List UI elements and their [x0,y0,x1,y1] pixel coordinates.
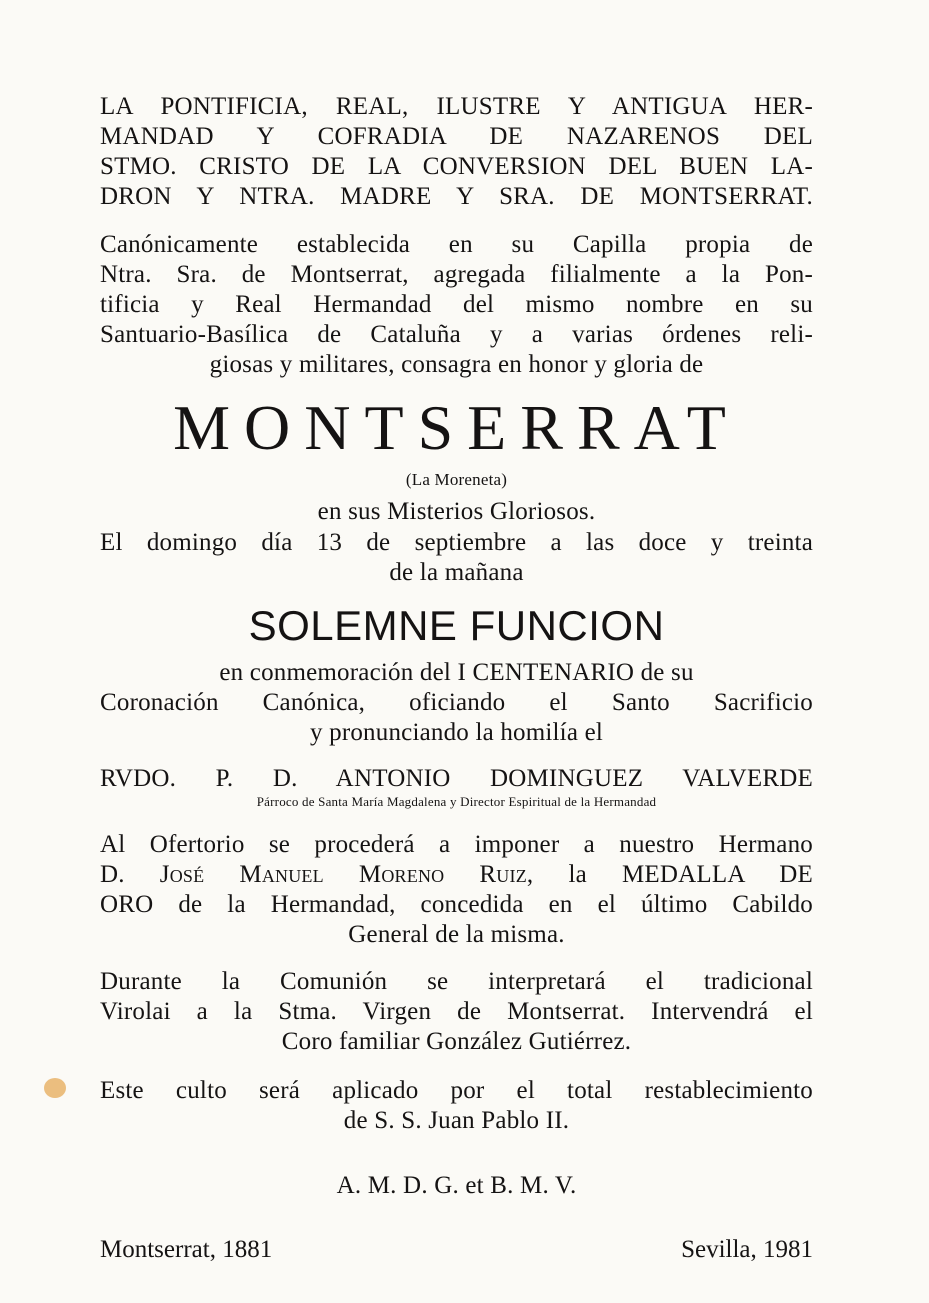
brotherhood-header [100,92,813,212]
misterios-line: en sus Misterios Gloriosos. [317,498,596,525]
footer-place-left: Montserrat, 1881 [100,1236,273,1263]
offertory-line: General de la misma. [348,921,565,948]
motto: A. M. D. G. et B. M. V. [336,1172,577,1199]
communion-line: Durante la Comunión se interpretará el tradicional [100,968,813,995]
header-line: STMO. CRISTO DE LA CONVERSION DEL BUEN LA- [100,153,813,180]
date-line: El domingo día 13 de septiembre a las doce y treinta [100,529,813,556]
communion-line: Virolai a la Stma. Virgen de Montserrat. Intervendrá el [100,998,813,1025]
main-title: MONTSERRAT [173,392,740,463]
offertory-line [100,860,813,890]
commemoration-line: Coronación Canónica, oficiando el Santo Sacrificio [100,689,813,716]
cult-line: Este culto será aplicado por el total restablecimiento [100,1077,813,1104]
intro-line: Ntra. Sra. de Montserrat, agregada filialmente a la Pon- [100,261,813,288]
celebrant-role: Párroco de Santa María Magdalena y Director Espiritual de la Hermandad [256,794,657,809]
header-line: DRON Y NTRA. MADRE Y SRA. DE MONTSERRAT. [100,183,813,210]
cult-line: de S. S. Juan Pablo II. [343,1107,570,1134]
intro-line: Canónicamente establecida en su Capilla propia de [100,231,813,258]
function-title: SOLEMNE FUNCION [248,602,665,649]
intro-line: tificia y Real Hermandad del mismo nombre en su [100,291,813,318]
offertory-paragraph [100,830,813,950]
communion-line: Coro familiar González Gutiérrez. [281,1028,632,1055]
medal-text: la MEDALLA DE [568,861,814,888]
offertory-line: ORO de la Hermandad, concedida en el último Cabildo [100,891,813,918]
commemoration-line: en conmemoración del I CENTENARIO de su [219,659,694,686]
paper-stain [44,1078,66,1098]
cult-paragraph [100,1076,813,1136]
commemoration-paragraph [100,658,813,748]
intro-paragraph [100,230,813,380]
celebrant-name: RVDO. P. D. ANTONIO DOMINGUEZ VALVERDE [100,765,813,792]
celebrant-block [100,764,813,810]
offertory-line: Al Ofertorio se procederá a imponer a nuestro Hermano [100,831,813,858]
honoree-name: D. José Manuel Moreno Ruiz, [100,861,534,888]
subtitle [100,466,813,492]
date-line: de la mañana [389,559,524,586]
header-line: MANDAD Y COFRADIA DE NAZARENOS DEL [100,123,813,150]
subtitle-text: (La Moreneta) [405,470,508,489]
commemoration-line: y pronunciando la homilía el [309,719,604,746]
intro-line: giosas y militares, consagra en honor y gloria de [209,351,704,378]
date-paragraph [100,528,813,588]
header-line: LA PONTIFICIA, REAL, ILUSTRE Y ANTIGUA HER- [100,93,813,120]
intro-line: Santuario-Basílica de Cataluña y a varias órdenes reli- [100,321,813,348]
footer-place-right: Sevilla, 1981 [681,1236,813,1263]
communion-paragraph [100,967,813,1057]
